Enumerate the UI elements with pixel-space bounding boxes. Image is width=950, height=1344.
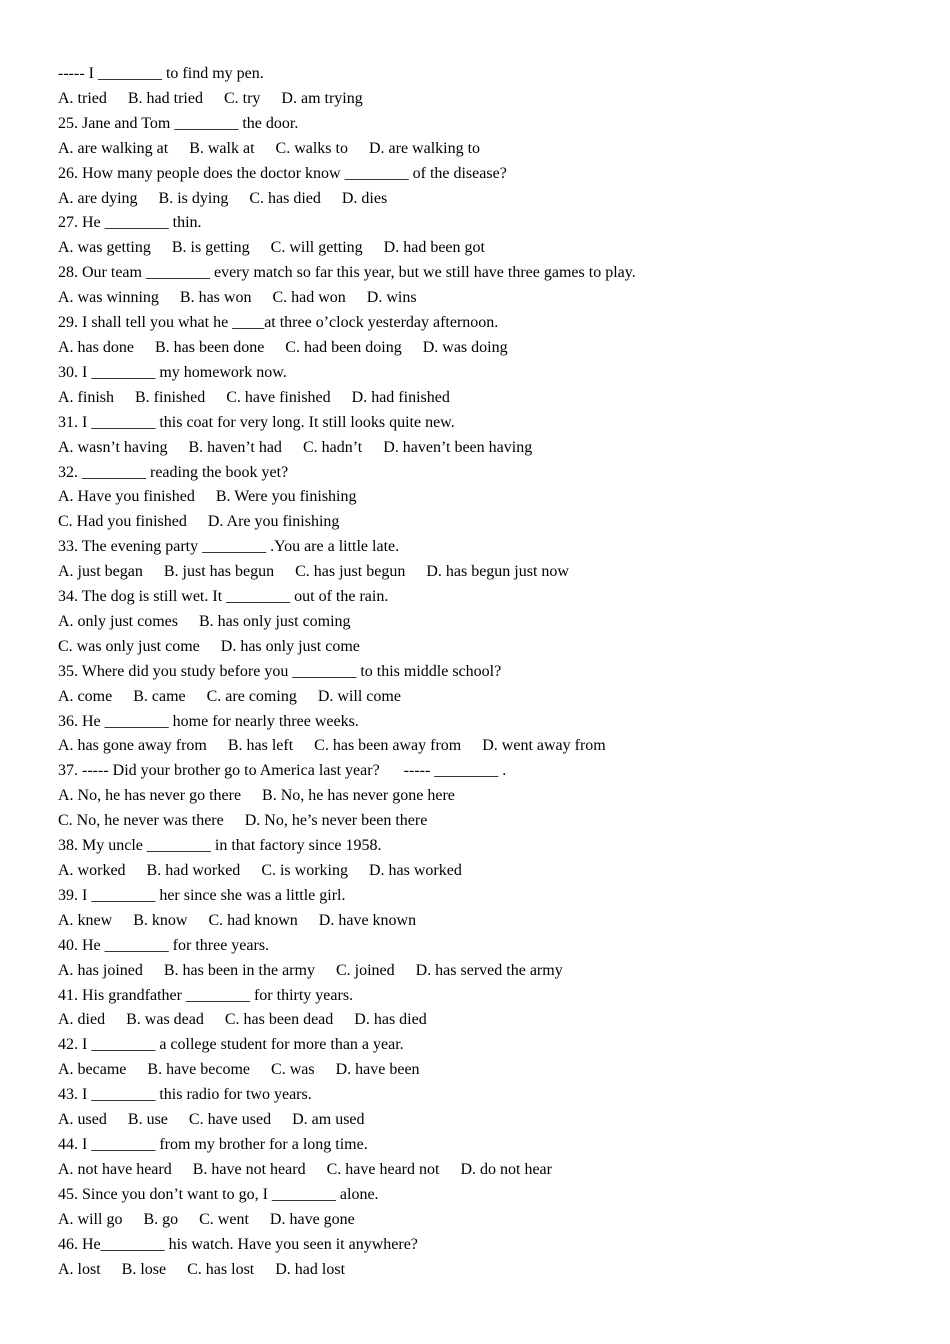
question-line: 45. Since you don’t want to go, I ________ alone.: [58, 1185, 379, 1203]
answer-option: C. has died: [249, 189, 321, 207]
answer-option: A. only just comes: [58, 612, 178, 630]
answer-option: C. had won: [272, 289, 346, 307]
answer-option: C. is working: [261, 862, 348, 879]
answer-option: D. was doing: [422, 338, 508, 356]
answer-option: D. had finished: [351, 388, 450, 406]
answer-option: B. have not heard: [192, 1160, 306, 1178]
answer-option: D. have known: [318, 911, 417, 929]
question-line: 38. My uncle ________ in that factory since 1958.: [58, 837, 382, 855]
answer-option: A. has joined: [58, 961, 143, 979]
answer-options-line: [58, 959, 918, 984]
answer-option: B. has won: [179, 289, 252, 307]
answer-options-line: [58, 286, 918, 311]
answer-options-line: [58, 909, 918, 934]
answer-options-line: [58, 386, 918, 411]
answer-option: B. No, he has never gone here: [262, 787, 455, 805]
answer-option: C. has been away from: [314, 737, 462, 755]
answer-option: C. has lost: [187, 1260, 255, 1278]
answer-option: C. have finished: [226, 388, 331, 406]
answer-option: A. wasn’t having: [58, 438, 168, 456]
answer-option: B. walk at: [189, 139, 255, 157]
answer-option: C. went: [199, 1210, 249, 1228]
answer-option: C. No, he never was there: [58, 812, 224, 830]
answer-options-line: [58, 87, 918, 112]
answer-option: A. became: [58, 1061, 127, 1079]
answer-option: A. not have heard: [58, 1160, 172, 1178]
answer-options-line: [58, 1258, 918, 1283]
answer-option: B. has left: [227, 737, 294, 755]
answer-option: A. has gone away from: [58, 737, 207, 755]
answer-options-line: [58, 560, 918, 585]
answer-option: B. had tried: [127, 89, 203, 107]
answer-option: C. will getting: [270, 239, 363, 257]
answer-option: A. finish: [58, 388, 114, 406]
question-line: 34. The dog is still wet. It ________ out of the rain.: [58, 588, 389, 606]
answer-options-line: [58, 1008, 918, 1033]
answer-option: C. has been dead: [224, 1011, 334, 1029]
question-line: 29. I shall tell you what he ____at three o’clock yesterday afternoon.: [58, 314, 499, 332]
answer-option: D. haven’t been having: [383, 438, 533, 456]
answer-option: C. walks to: [275, 139, 348, 157]
answer-option: A. just began: [58, 563, 143, 581]
answer-option: D. has worked: [368, 862, 462, 879]
question-line: 30. I ________ my homework now.: [58, 363, 287, 381]
question-line: 44. I ________ from my brother for a long time.: [58, 1135, 368, 1153]
answer-options-line: [58, 485, 918, 510]
question-line: 40. He ________ for three years.: [58, 936, 270, 954]
worksheet-page: [58, 62, 918, 1282]
answer-option: C. have used: [188, 1111, 272, 1129]
answer-options-line: [58, 635, 918, 660]
answer-option: C. was only just come: [58, 637, 200, 655]
answer-option: B. had worked: [146, 862, 241, 879]
question-line: 46. He________ his watch. Have you seen it anywhere?: [58, 1235, 418, 1253]
answer-option: D. am trying: [281, 89, 363, 107]
answer-option: B. has been in the army: [163, 961, 315, 979]
answer-options-line: [58, 734, 918, 759]
answer-option: B. use: [127, 1111, 168, 1129]
answer-option: B. has been done: [154, 338, 265, 356]
answer-option: A. tried: [58, 89, 107, 107]
answer-option: A. was getting: [58, 239, 151, 257]
answer-option: B. is getting: [171, 239, 250, 257]
answer-option: B. has only just coming: [199, 612, 351, 630]
answer-option: D. am used: [292, 1111, 365, 1129]
answer-option: D. had been got: [383, 239, 485, 257]
answer-option: C. was: [271, 1061, 315, 1079]
answer-option: A. lost: [58, 1260, 101, 1278]
question-line: ----- I ________ to find my pen.: [58, 65, 264, 82]
question-line: 26. How many people does the doctor know ________ of the disease?: [58, 164, 507, 182]
answer-options-line: [58, 510, 918, 535]
answer-option: D. No, he’s never been there: [244, 812, 428, 830]
answer-options-line: [58, 1058, 918, 1083]
answer-option: D. are walking to: [368, 139, 481, 157]
question-line: 28. Our team ________ every match so far this year, but we still have three games to play.: [58, 264, 636, 282]
answer-option: B. is dying: [158, 189, 229, 207]
answer-option: B. Were you finishing: [215, 488, 357, 506]
answer-option: A. worked: [58, 862, 126, 879]
answer-option: A. knew: [58, 911, 113, 929]
answer-option: B. came: [133, 687, 186, 705]
answer-option: C. had known: [208, 911, 298, 929]
answer-options-line: [58, 436, 918, 461]
answer-option: A. are dying: [58, 189, 138, 207]
answer-option: C. have heard not: [326, 1160, 440, 1178]
answer-option: C. Had you finished: [58, 513, 187, 531]
question-line: 27. He ________ thin.: [58, 214, 202, 232]
answer-option: D. has served the army: [415, 961, 563, 979]
answer-option: A. used: [58, 1111, 107, 1129]
answer-options-line: [58, 784, 918, 809]
answer-option: D. went away from: [482, 737, 606, 755]
answer-options-line: [58, 236, 918, 261]
answer-option: B. have become: [147, 1061, 251, 1079]
answer-option: B. go: [143, 1210, 179, 1228]
answer-option: D. dies: [341, 189, 388, 207]
answer-options-line: [58, 859, 918, 884]
answer-option: C. had been doing: [285, 338, 402, 356]
question-line: 33. The evening party ________ .You are a little late.: [58, 538, 400, 556]
answer-option: D. Are you finishing: [207, 513, 340, 531]
answer-option: D. had lost: [275, 1260, 346, 1278]
answer-option: C. are coming: [206, 687, 297, 705]
question-line: 37. ----- Did your brother go to America last year? ----- ________ .: [58, 762, 507, 780]
answer-option: B. finished: [135, 388, 206, 406]
answer-option: C. has just begun: [295, 563, 406, 581]
answer-option: B. know: [133, 911, 188, 929]
question-line: 43. I ________ this radio for two years.: [58, 1086, 312, 1104]
answer-options-line: [58, 1108, 918, 1133]
answer-option: B. lose: [121, 1260, 167, 1278]
question-line: 31. I ________ this coat for very long. It still looks quite new.: [58, 413, 455, 431]
question-line: 42. I ________ a college student for more than a year.: [58, 1036, 404, 1054]
answer-option: C. try: [223, 89, 261, 107]
answer-option: B. was dead: [126, 1011, 204, 1029]
answer-option: D. has died: [354, 1011, 427, 1029]
answer-option: D. has only just come: [220, 637, 360, 655]
answer-option: D. do not hear: [460, 1160, 552, 1178]
answer-option: A. was winning: [58, 289, 159, 307]
answer-option: A. are walking at: [58, 139, 169, 157]
question-line: 39. I ________ her since she was a little girl.: [58, 886, 346, 904]
answer-option: D. have been: [335, 1061, 420, 1079]
answer-option: A. No, he has never go there: [58, 787, 242, 805]
answer-option: A. died: [58, 1011, 106, 1029]
answer-options-line: [58, 137, 918, 162]
answer-option: D. has begun just now: [426, 563, 569, 581]
answer-options-line: [58, 336, 918, 361]
answer-options-line: [58, 1208, 918, 1233]
answer-option: D. have gone: [269, 1210, 355, 1228]
answer-options-line: [58, 1158, 918, 1183]
answer-option: A. has done: [58, 338, 134, 356]
answer-options-line: [58, 187, 918, 212]
answer-options-line: [58, 685, 918, 710]
answer-option: D. wins: [366, 289, 417, 307]
answer-option: A. come: [58, 687, 113, 705]
question-line: 25. Jane and Tom ________ the door.: [58, 114, 299, 132]
question-line: 36. He ________ home for nearly three weeks.: [58, 712, 359, 730]
answer-option: B. just has begun: [163, 563, 275, 581]
answer-option: D. will come: [317, 687, 401, 705]
answer-option: B. haven’t had: [188, 438, 282, 456]
answer-option: C. hadn’t: [302, 438, 363, 456]
answer-option: C. joined: [335, 961, 395, 979]
answer-options-line: [58, 610, 918, 635]
question-line: 35. Where did you study before you ________ to this middle school?: [58, 662, 502, 680]
question-line: 41. His grandfather ________ for thirty years.: [58, 986, 354, 1004]
question-line: 32. ________ reading the book yet?: [58, 463, 289, 481]
answer-option: A. will go: [58, 1210, 123, 1228]
answer-option: A. Have you finished: [58, 488, 195, 506]
answer-options-line: [58, 809, 918, 834]
